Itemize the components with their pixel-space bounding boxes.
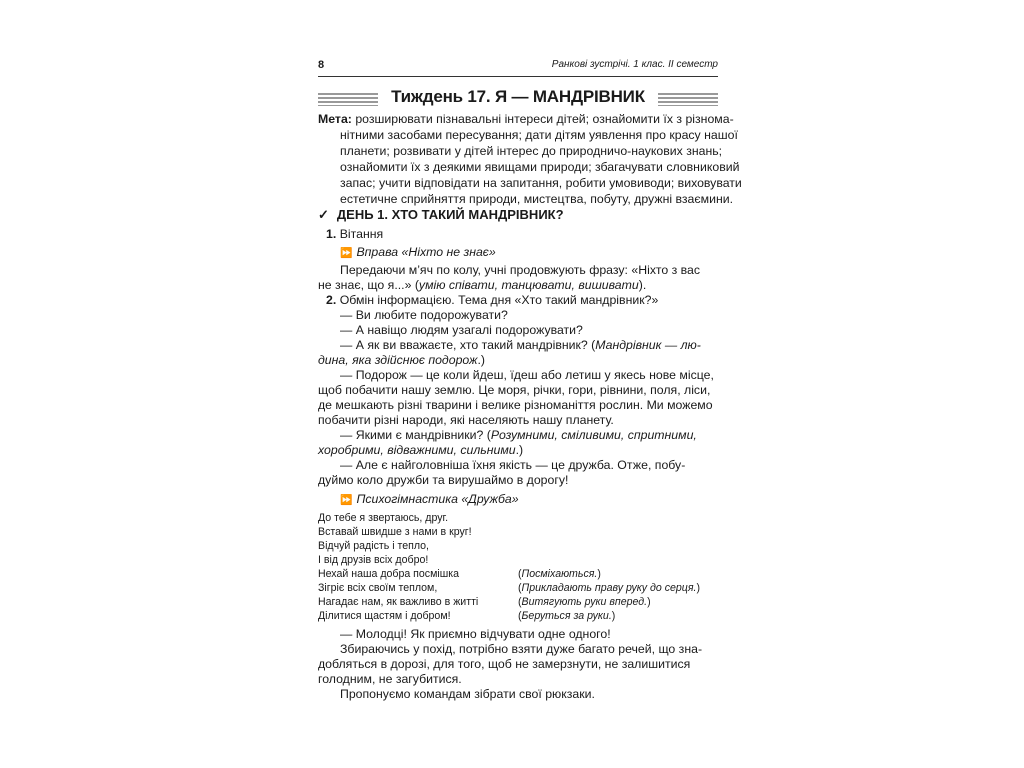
section-title-bar — [318, 87, 718, 113]
goal-line-4: ознайомити їх з деякими явищами природи; збагачувати словниковий — [340, 160, 740, 174]
question-line: — А як ви вважаєте, хто такий мандрівник? (Мандрівник — лю- — [340, 338, 701, 352]
page-number: 8 — [318, 59, 325, 71]
goal-line-3: планети; розвивати у дітей інтерес до природничо-наукових знань; — [340, 144, 723, 158]
question-line: — Якими є мандрівники? (Розумними, сміливими, спритними, — [340, 428, 697, 442]
poem-line: До тебе я звертаюсь, друг. — [318, 512, 449, 524]
poem-line: Вставай швидше з нами в круг! — [318, 526, 472, 538]
paragraph-line: голодним, не загубитися. — [318, 672, 462, 686]
poem-line: Ділитися щастям і добром! — [318, 610, 451, 622]
checkmark-icon: ✓ — [318, 207, 329, 222]
page-header — [318, 58, 718, 77]
goal-line-2: нітними засобами пересування; дати дітям уявлення про красу нашої — [340, 128, 738, 142]
decorative-lines-right — [658, 93, 718, 106]
paragraph-line: дуймо коло дружби та вирушаймо в дорогу! — [318, 473, 569, 487]
question-line: хоробрими, відважними, сильними.) — [318, 443, 524, 457]
poem-action: (Витягують руки вперед.) — [518, 596, 651, 608]
paragraph-line: де мешкають різні тварини і велике різноманіття рослин. Ми можемо — [318, 398, 713, 412]
goal-line-5: запас; учити відповідати на запитання, робити умовиводи; виховувати — [340, 176, 742, 190]
poem-line: Зігріє всіх своїм теплом, — [318, 582, 438, 594]
book-page — [318, 0, 742, 768]
paragraph-line: Збираючись у похід, потрібно взяти дуже багато речей, що зна- — [340, 642, 703, 656]
exercise-heading: ⏩ Вправа «Ніхто не знає» — [340, 245, 496, 259]
goal-line-6: естетичне сприйняття природи, мистецтва, побуту, дружні взаємини. — [340, 192, 734, 206]
paragraph-line: побачити різні народи, які населяють нашу планету. — [318, 413, 614, 427]
poem-action: (Посміхаються.) — [518, 568, 601, 580]
question-line: дина, яка здійснює подорож.) — [318, 353, 485, 367]
decorative-lines-left — [318, 93, 378, 106]
poem-line: Нехай наша добра посмішка — [318, 568, 460, 580]
double-arrow-icon: ⏩ — [340, 495, 353, 506]
paragraph-line: — Але є найголовніша їхня якість — це дружба. Отже, побу- — [340, 458, 686, 472]
running-title: Ранкові зустрічі. 1 клас. ІІ семестр — [551, 59, 718, 70]
paragraph-line: не знає, що я...» (умію співати, танцювати, вишивати). — [318, 278, 647, 292]
poem-line: Відчуй радість і тепло, — [318, 540, 430, 552]
paragraph-line: добляться в дорозі, для того, щоб не замерзнути, не залишитися — [318, 657, 691, 671]
question-line: — Ви любите подорожувати? — [340, 308, 508, 322]
poem-action: (Прикладають праву руку до серця.) — [518, 582, 700, 594]
poem-line: І від друзів всіх добро! — [318, 554, 429, 566]
double-arrow-icon: ⏩ — [340, 248, 353, 259]
section-title: Тиждень 17. Я — МАНДРІВНИК — [391, 87, 645, 106]
goal-line-1: Мета: розширювати пізнавальні інтереси дітей; ознайомити їх з різнома- — [318, 112, 734, 126]
day-heading: ✓ ДЕНЬ 1. ХТО ТАКИЙ МАНДРІВНИК? — [318, 207, 564, 222]
paragraph-line: Передаючи м’яч по колу, учні продовжують фразу: «Ніхто з вас — [340, 263, 701, 277]
item-1: 1. Вітання — [326, 227, 384, 241]
poem-line: Нагадає нам, як важливо в житті — [318, 596, 479, 608]
paragraph-line: Пропонуємо командам зібрати свої рюкзаки. — [340, 687, 595, 701]
question-line: — А навіщо людям узагалі подорожувати? — [340, 323, 583, 337]
goal-label: Мета: — [318, 112, 352, 126]
item-2: 2. Обмін інформацією. Тема дня «Хто такий мандрівник?» — [326, 293, 659, 307]
paragraph-line: щоб побачити нашу землю. Це моря, річки, гори, рівнини, поля, ліси, — [318, 383, 711, 397]
paragraph-line: — Подорож — це коли йдеш, їдеш або летиш у якесь нове місце, — [340, 368, 714, 382]
poem-action: (Беруться за руки.) — [518, 610, 616, 622]
paragraph-line: — Молодці! Як приємно відчувати одне одного! — [340, 627, 611, 641]
psycho-heading: ⏩ Психогімнастика «Дружба» — [340, 492, 519, 506]
